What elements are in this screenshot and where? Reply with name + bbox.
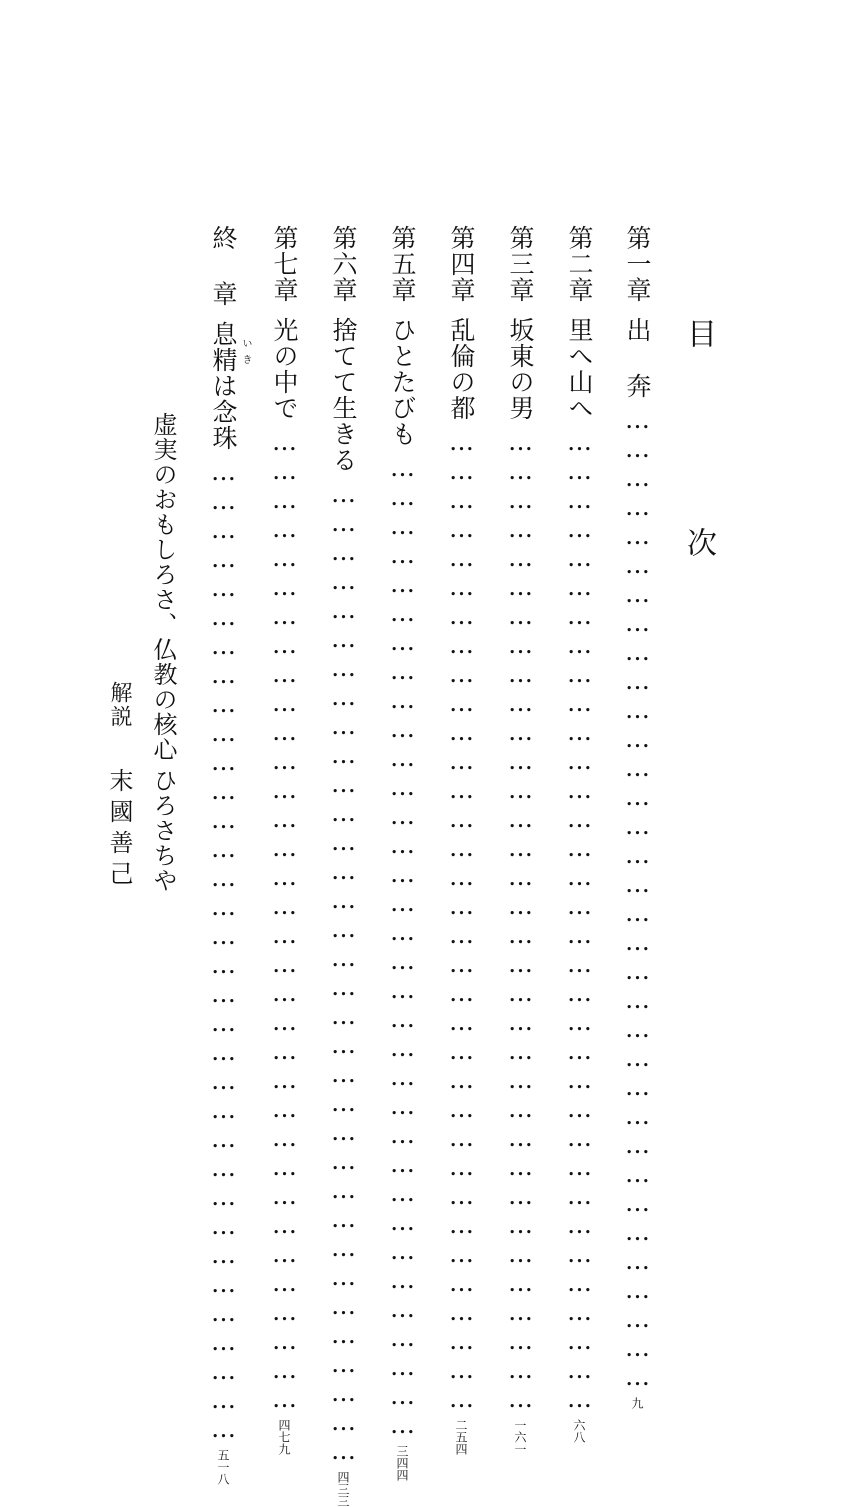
page-number: 五一八 xyxy=(216,1449,230,1485)
chapter-label: 第四章 xyxy=(447,225,476,303)
leader-dots: ………………………………………………………………………………………… xyxy=(388,453,417,1439)
leader-dots: ………………………………………………………………………………………… xyxy=(329,479,358,1465)
toc-entry[interactable] xyxy=(266,225,302,1455)
ruby-annotation: いき xyxy=(240,338,251,370)
page-number: 六八 xyxy=(572,1419,586,1443)
toc-entry[interactable] xyxy=(205,225,241,1485)
toc-entry[interactable] xyxy=(443,225,479,1455)
toc-entry[interactable] xyxy=(384,225,420,1481)
chapter-title: 里へ山へ xyxy=(565,317,594,421)
chapter-label: 第五章 xyxy=(388,225,417,303)
chapter-title: 乱倫の都 xyxy=(447,317,476,421)
toc-entry[interactable] xyxy=(325,225,361,1507)
leader-dots: ………………………………………………………………………………………… xyxy=(209,457,238,1443)
page-number: 三四四 xyxy=(395,1445,409,1481)
chapter-label: 第一章 xyxy=(623,225,652,303)
chapter-label: 終 章 xyxy=(209,225,238,307)
chapter-label: 第六章 xyxy=(329,225,358,303)
toc-entry[interactable] xyxy=(619,225,655,1409)
chapter-title: 出 奔 xyxy=(623,317,652,399)
chapter-title: 息精は念珠 xyxy=(209,321,238,451)
page-number: 二五四 xyxy=(454,1419,468,1455)
page-number: 一六一 xyxy=(513,1419,527,1455)
commentary-author: 末國善己 xyxy=(105,768,133,892)
page-number: 四三三 xyxy=(336,1471,350,1507)
toc-entry[interactable] xyxy=(502,225,538,1455)
leader-dots: ………………………………………………………………………………………… xyxy=(623,405,652,1391)
page-number: 九 xyxy=(630,1397,644,1409)
leader-dots: ………………………………………………………………………………………… xyxy=(447,427,476,1413)
essay-title[interactable]: 虚実のおもしろさ、仏教の核心 xyxy=(149,412,177,762)
page-number: 四七九 xyxy=(277,1419,291,1455)
page-title: 目 次 xyxy=(681,318,716,629)
chapter-title: 光の中で xyxy=(270,317,299,421)
leader-dots: ………………………………………………………………………………………… xyxy=(506,427,535,1413)
leader-dots: ………………………………………………………………………………………… xyxy=(270,427,299,1413)
essay-author: ひろさちや xyxy=(149,768,177,893)
leader-dots: ………………………………………………………………………………………… xyxy=(565,427,594,1413)
commentary-label[interactable]: 解説 xyxy=(107,681,132,729)
chapter-label: 第三章 xyxy=(506,225,535,303)
chapter-title: 捨てて生きる xyxy=(329,317,358,473)
toc-entry[interactable] xyxy=(561,225,597,1443)
chapter-title: 坂東の男 xyxy=(506,317,535,421)
chapter-label: 第七章 xyxy=(270,225,299,303)
chapter-label: 第二章 xyxy=(565,225,594,303)
chapter-title: ひとたびも xyxy=(388,317,417,447)
